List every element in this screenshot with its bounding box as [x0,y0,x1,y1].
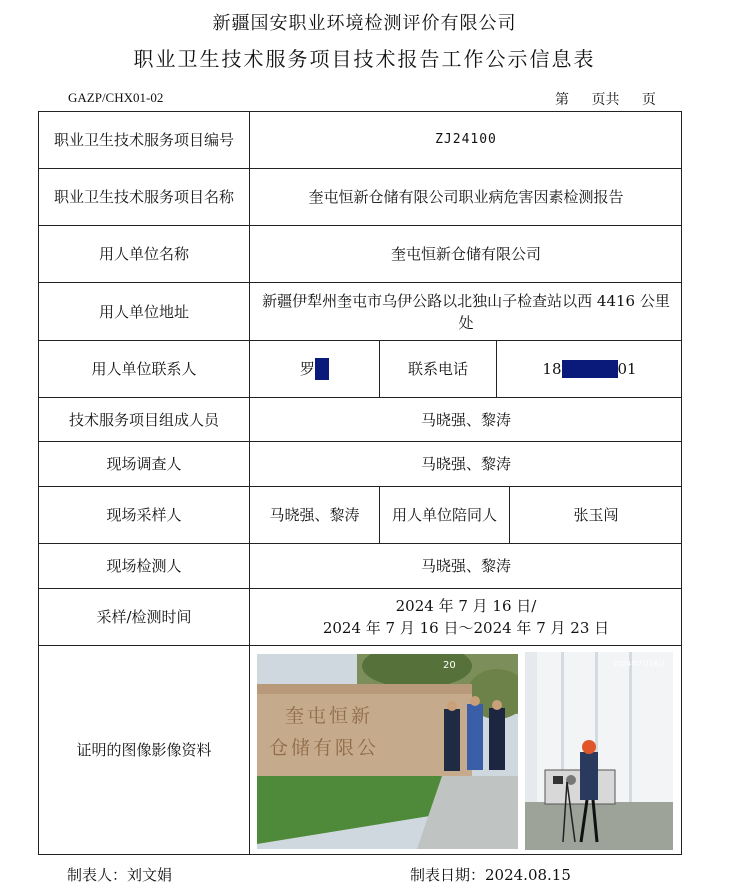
label-testing: 现场检测人 [39,544,250,589]
company-name: 新疆国安职业环境检测评价有限公司 [212,13,517,34]
value-survey: 马晓强、黎涛 [250,442,682,487]
page-title: 职业卫生技术服务项目技术报告工作公示信息表 [133,47,596,71]
document-code: GAZP/CHX01-02 [68,90,164,105]
page-number-info: 第 页共 页 [555,92,656,108]
value-employer-address: 新疆伊犁州奎屯市乌伊公路以北独山子检查站以西 4416 公里处 [250,283,682,341]
value-testing: 马晓强、黎涛 [250,544,682,589]
sign-line-1: 奎屯恒新 [285,705,374,727]
value-team: 马晓强、黎涛 [250,398,682,442]
photo2-timestamp: 2024年7月16日 [613,660,666,668]
phone-prefix: 18 [542,360,562,378]
label-project-no: 职业卫生技术服务项目编号 [39,112,250,169]
value-escort: 张玉闯 [510,487,682,544]
phone-suffix: 01 [617,360,637,378]
contact-surname: 罗 [299,360,315,378]
label-escort: 用人单位陪同人 [380,487,510,544]
label-time: 采样/检测时间 [39,589,250,646]
redaction-box [562,360,618,378]
photo1-timestamp: 20 [443,660,456,671]
label-phone: 联系电话 [380,341,497,398]
label-sampling: 现场采样人 [39,487,250,544]
preparer: 制表人：刘文娟 [67,866,173,884]
value-project-no: ZJ24100 [250,112,682,169]
label-employer-address: 用人单位地址 [39,283,250,341]
photo-onsite-testing [525,652,673,850]
sign-line-2: 仓储有限公 [269,737,380,759]
value-contact [250,341,380,398]
value-sampling: 马晓强、黎涛 [250,487,380,544]
label-contact: 用人单位联系人 [39,341,250,398]
label-survey: 现场调查人 [39,442,250,487]
label-employer-name: 用人单位名称 [39,226,250,283]
label-project-name: 职业卫生技术服务项目名称 [39,169,250,226]
time-line-2: 2024 年 7 月 16 日～2024 年 7 月 23 日 [322,619,610,637]
redaction-box: ■ [314,360,330,378]
value-phone [497,341,682,398]
value-employer-name: 奎屯恒新仓储有限公司 [250,226,682,283]
value-project-name: 奎屯恒新仓储有限公司职业病危害因素检测报告 [250,169,682,226]
label-images: 证明的图像影像资料 [39,646,250,854]
time-line-1: 2024 年 7 月 16 日/ [395,597,537,615]
prepared-date: 制表日期：2024.08.15 [410,866,571,884]
value-time [250,589,682,646]
photo-company-sign [257,654,518,849]
label-team: 技术服务项目组成人员 [39,398,250,442]
